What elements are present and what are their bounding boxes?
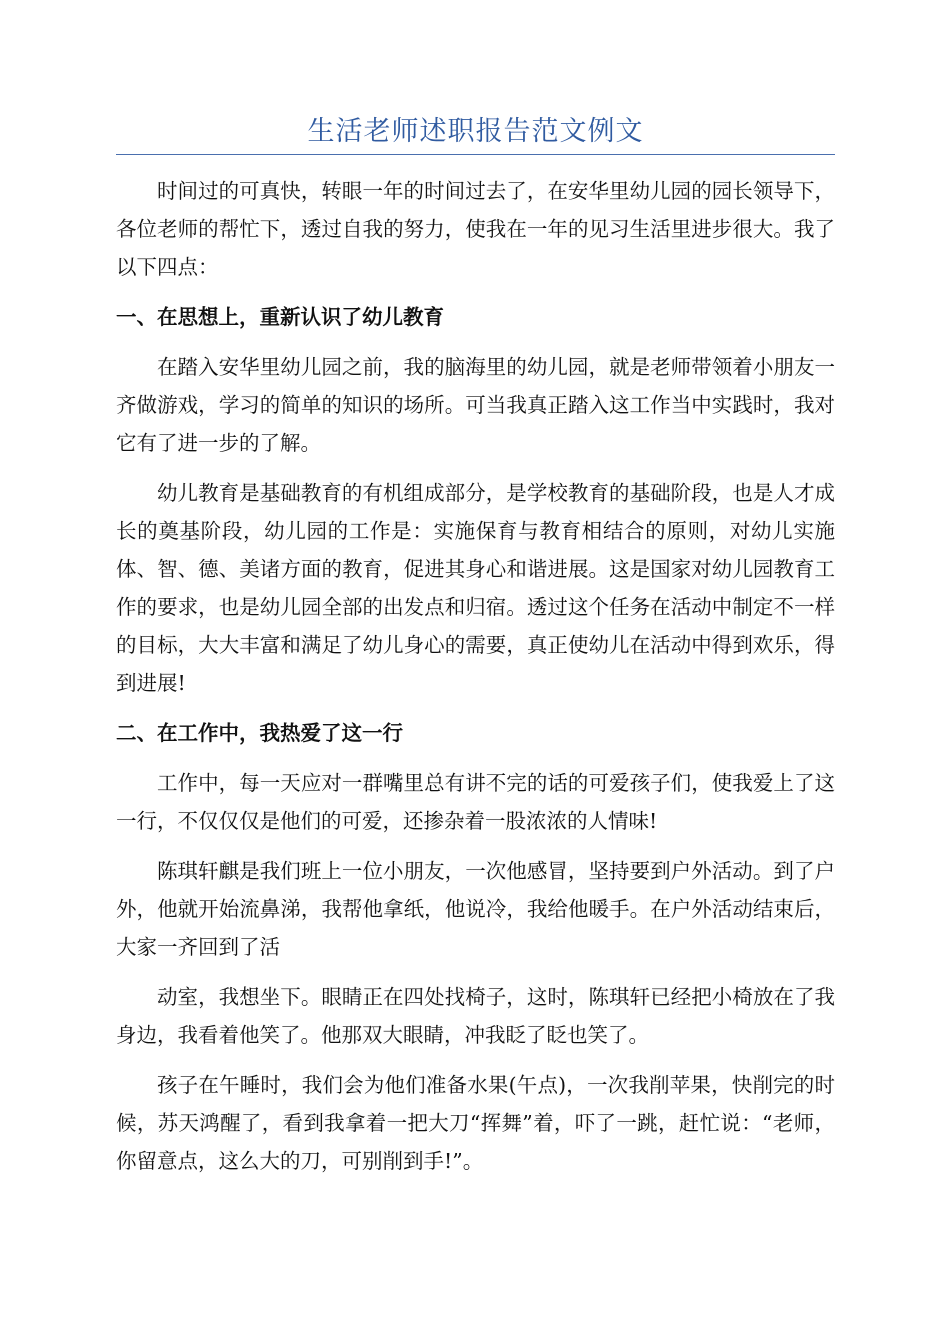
paragraph: 幼儿教育是基础教育的有机组成部分，是学校教育的基础阶段，也是人才成长的奠基阶段，幼儿园的工作是：实施保育与教育相结合的原则，对幼儿实施体、智、德、美诸方面的教育，促进其身心和谐进展。这是国家对幼儿园教育工作的要求，也是幼儿园全部的出发点和归宿。透过这个任务在活动中制定不一样的目标，大大丰富和满足了幼儿身心的需要，真正使幼儿在活动中得到欢乐，得到进展! xyxy=(116,481,835,695)
paragraph: 孩子在午睡时，我们会为他们准备水果(午点)，一次我削苹果，快削完的时候，苏天鸿醒了，看到我拿着一把大刀“挥舞”着，吓了一跳，赶忙说：“老师，你留意点，这么大的刀，可别削到手!”。 xyxy=(116,1073,835,1173)
paragraph-intro: 时间过的可真快，转眼一年的时间过去了，在安华里幼儿园的园长领导下，各位老师的帮忙下，透过自我的努力，使我在一年的见习生活里进步很大。我了以下四点： xyxy=(116,179,835,279)
title-underline xyxy=(116,154,835,155)
paragraph: 在踏入安华里幼儿园之前，我的脑海里的幼儿园，就是老师带领着小朋友一齐做游戏，学习的简单的知识的场所。可当我真正踏入这工作当中实践时，我对它有了进一步的了解。 xyxy=(116,355,835,455)
document-body xyxy=(116,172,835,1192)
document-title: 生活老师述职报告范文例文 xyxy=(307,116,644,147)
paragraph: 工作中，每一天应对一群嘴里总有讲不完的话的可爱孩子们，使我爱上了这一行，不仅仅仅是他们的可爱，还掺杂着一股浓浓的人情味! xyxy=(116,771,835,833)
section-heading-1: 一、在思想上，重新认识了幼儿教育 xyxy=(116,305,444,329)
paragraph: 陈琪轩麒是我们班上一位小朋友，一次他感冒，坚持要到户外活动。到了户外，他就开始流鼻涕，我帮他拿纸，他说冷，我给他暖手。在户外活动结束后，大家一齐回到了活 xyxy=(116,859,835,959)
section-heading-2: 二、在工作中，我热爱了这一行 xyxy=(116,721,403,745)
paragraph: 动室，我想坐下。眼睛正在四处找椅子，这时，陈琪轩已经把小椅放在了我身边，我看着他笑了。他那双大眼睛，冲我眨了眨也笑了。 xyxy=(116,985,835,1047)
